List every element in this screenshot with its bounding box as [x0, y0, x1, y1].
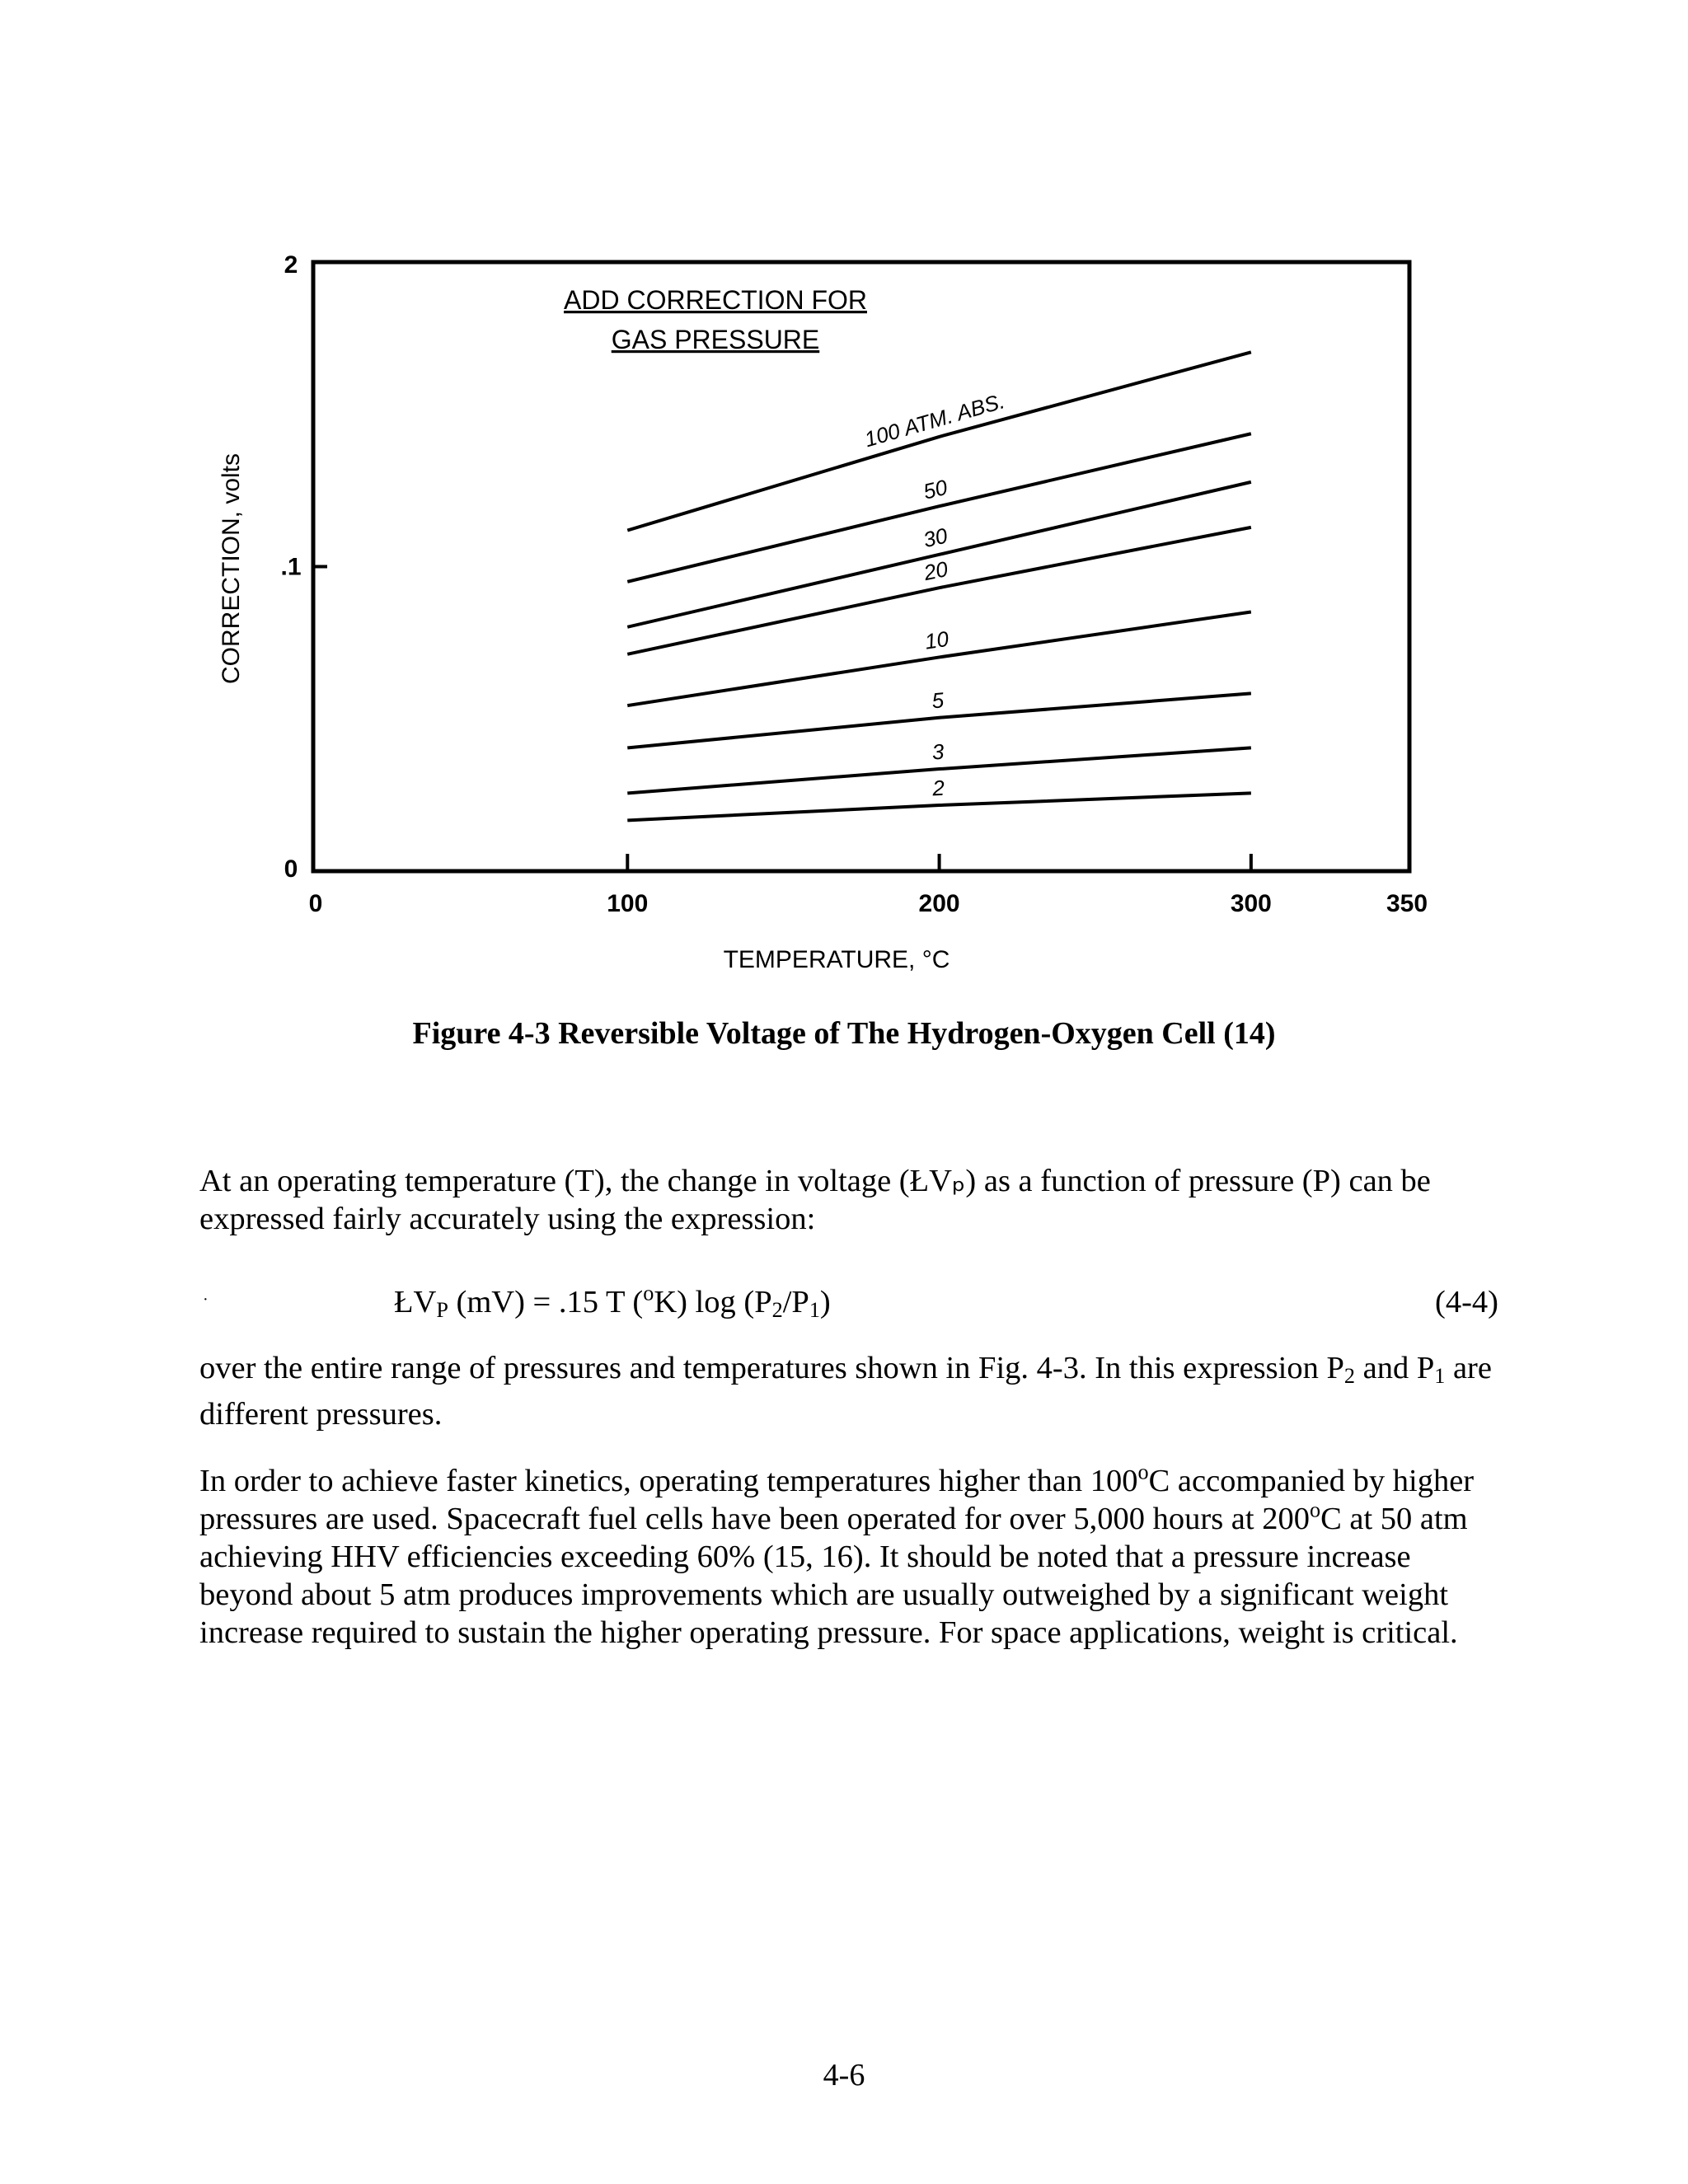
p3-b: C accompanied by higher pressures are used. Spacecraft fuel cells have been operated for over 5,000 hours at 200 [199, 1464, 1475, 1536]
y-tick-label: 2 [284, 251, 298, 279]
x-axis-label: TEMPERATURE, °C [723, 946, 950, 973]
chart-title-line1: ADD CORRECTION FOR [564, 285, 867, 315]
p3-deg2: o [1309, 1497, 1321, 1522]
equation-number: (4-4) [1435, 1285, 1498, 1319]
series-label: 50 [921, 474, 950, 504]
eq-close: ) [819, 1285, 831, 1319]
p2-a: over the entire range of pressures and temperatures shown in Fig. 4-3. In this expression P [199, 1351, 1344, 1385]
eq-deg: o [643, 1281, 654, 1305]
page-number: 4-6 [823, 2058, 865, 2093]
p3-a: In order to achieve faster kinetics, operating temperatures higher than 100 [199, 1464, 1138, 1498]
y-axis-label: CORRECTION, volts [218, 452, 245, 685]
p2-b: and P [1354, 1351, 1435, 1385]
p2-sub2: 2 [1343, 1363, 1355, 1388]
x-tick-label: 100 [607, 890, 649, 917]
chart-title-line2: GAS PRESSURE [611, 325, 820, 354]
y-axis-ticks [280, 251, 327, 883]
y-tick-label: .1 [280, 553, 302, 581]
series-label: 10 [922, 626, 950, 654]
series-label: 30 [921, 523, 950, 553]
eq-v: V [413, 1285, 437, 1319]
p3-c: C at 50 atm achieving HHV efficiencies exceeding 60% (15, 16). It should be noted that a pressure increase beyond about 5 atm produces improvements which are usually outweighed by a significant weight increase required to sustain the higher operating pressure. For space applications, weight is critical. [199, 1502, 1468, 1650]
x-tick-label: 200 [918, 890, 960, 917]
eq-lhs-rest: (mV) = .15 T ( [448, 1285, 644, 1319]
eq-rhs: K) log (P [654, 1285, 772, 1319]
series-label: 20 [921, 555, 950, 586]
stray-mark: · [203, 1291, 209, 1309]
eq-delta: Ł [394, 1285, 414, 1319]
x-tick-label: 300 [1230, 890, 1272, 917]
series-label: 3 [931, 738, 945, 765]
y-tick-label: 0 [284, 855, 298, 883]
paragraph-intro: At an operating temperature (T), the change in voltage (ŁVₚ) as a function of pressure (P) can be expressed fairly accurately using the expression: [199, 1164, 1431, 1236]
eq-sub2: 2 [771, 1297, 783, 1322]
p2-sub1: 1 [1434, 1363, 1446, 1388]
x-tick-label: 0 [308, 890, 323, 917]
series-labels [861, 388, 1007, 800]
series-label: 2 [931, 775, 945, 801]
equation-4-4 [394, 1281, 831, 1323]
figure-caption: Figure 4-3 Reversible Voltage of The Hydrogen-Oxygen Cell (14) [412, 1016, 1276, 1051]
p3-deg1: o [1137, 1460, 1149, 1484]
pressure-correction-chart [198, 239, 1484, 1022]
series-label: 100 ATM. ABS. [861, 388, 1008, 452]
eq-sub1: 1 [809, 1297, 820, 1322]
p2-c: are different pressures. [199, 1351, 1492, 1432]
x-axis-ticks [309, 854, 1428, 917]
x-tick-label: 350 [1386, 890, 1428, 917]
eq-p-sub: P [436, 1297, 448, 1322]
paragraph-range [199, 1349, 1502, 1433]
series-label: 5 [931, 687, 945, 714]
paragraph-kinetics [199, 1462, 1502, 1652]
eq-slash-p: /P [782, 1285, 809, 1319]
